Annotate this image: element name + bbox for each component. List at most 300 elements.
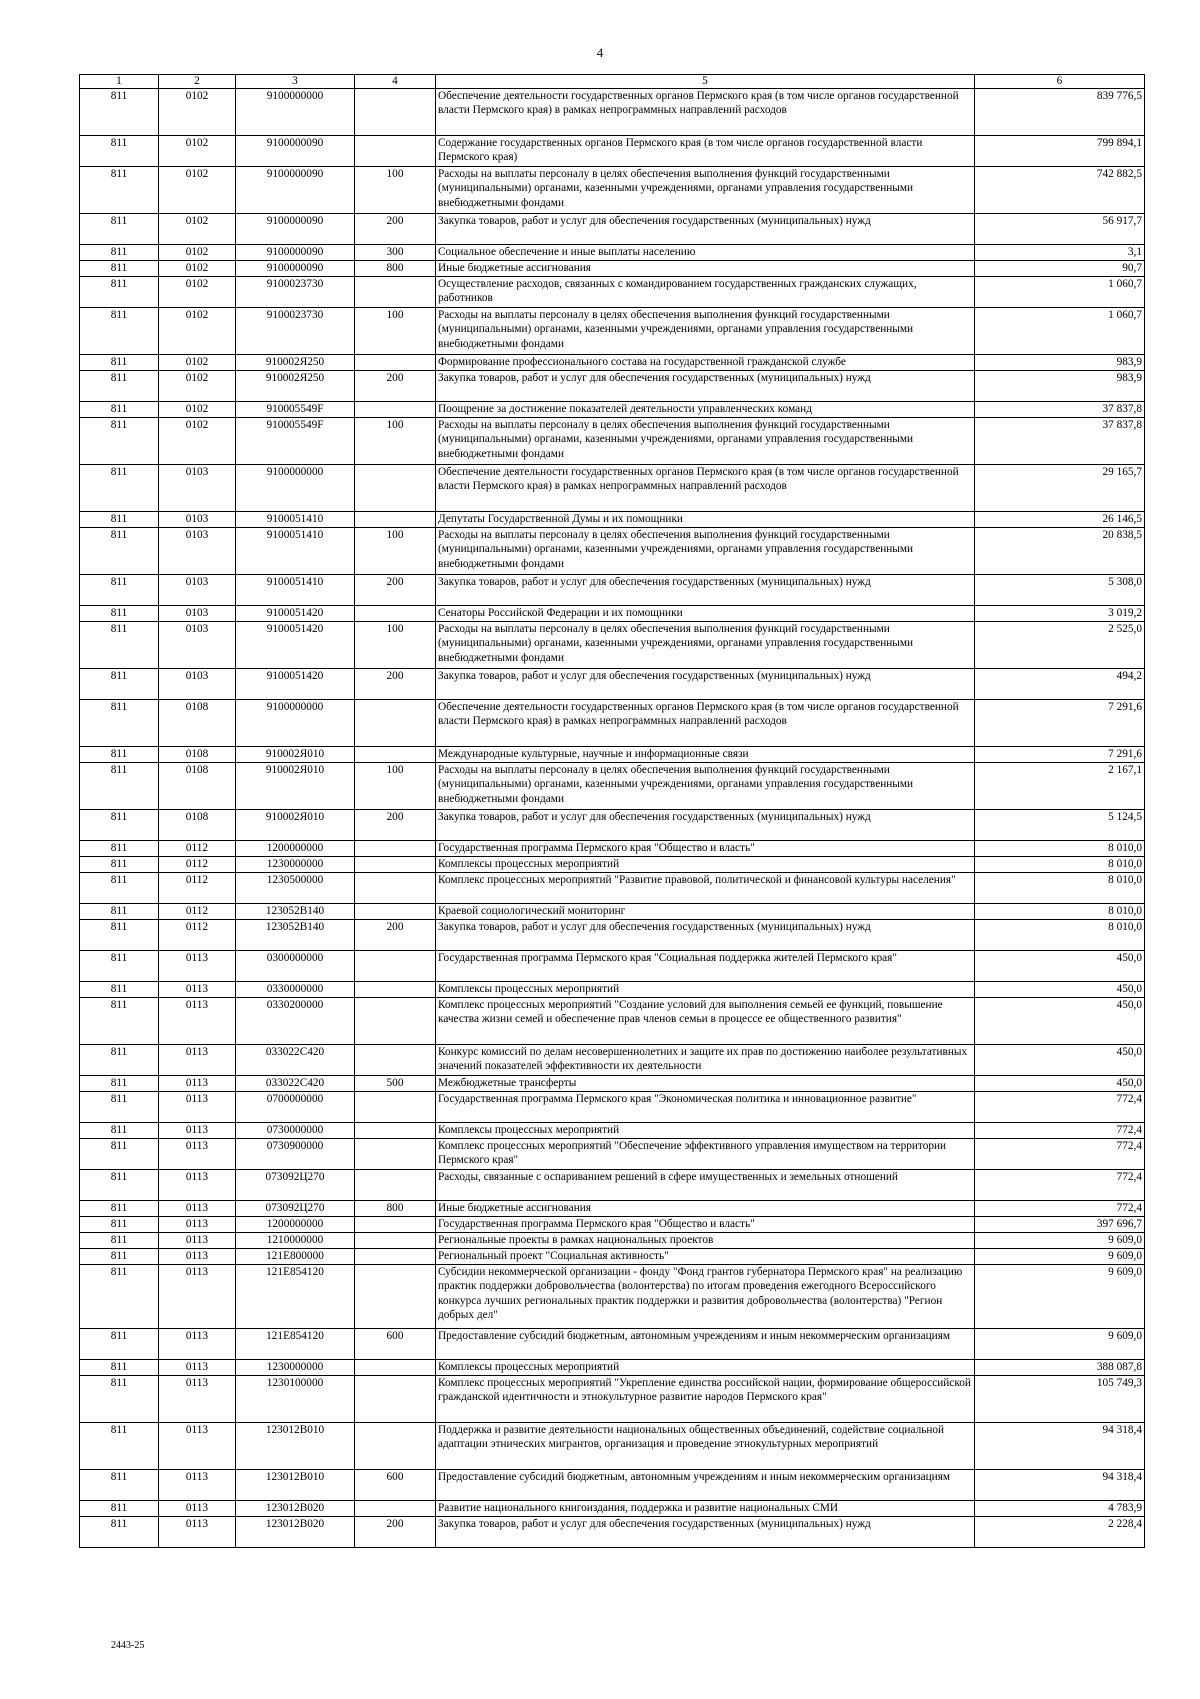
cell-section-code: 0113 (159, 1233, 236, 1249)
cell-admin-code: 811 (80, 1123, 159, 1139)
cell-admin-code: 811 (80, 1092, 159, 1123)
cell-section-code: 0113 (159, 1501, 236, 1517)
cell-target-code: 033022С420 (236, 1076, 355, 1092)
cell-section-code: 0113 (159, 1170, 236, 1201)
cell-section-code: 0113 (159, 1217, 236, 1233)
budget-table (79, 74, 1145, 1548)
cell-target-code: 073092Ц270 (236, 1201, 355, 1217)
table-row (80, 1201, 1145, 1217)
cell-section-code: 0113 (159, 1139, 236, 1170)
cell-admin-code: 811 (80, 606, 159, 622)
table-row (80, 1360, 1145, 1376)
cell-expense-type: 200 (355, 1517, 436, 1548)
cell-amount: 2 525,0 (975, 622, 1145, 669)
cell-expense-type (355, 1501, 436, 1517)
table-row (80, 402, 1145, 418)
cell-target-code: 910002Я250 (236, 355, 355, 371)
cell-admin-code: 811 (80, 873, 159, 904)
cell-section-code: 0103 (159, 669, 236, 700)
cell-amount: 37 837,8 (975, 402, 1145, 418)
table-row (80, 763, 1145, 810)
cell-description: Расходы на выплаты персоналу в целях обеспечения выполнения функций государственными (муниципальными) органами, казенными учреждениями, органами управления государственными внебюджетными фондами (436, 622, 975, 669)
cell-expense-type: 800 (355, 1201, 436, 1217)
cell-description: Закупка товаров, работ и услуг для обеспечения государственных (муниципальных) нужд (436, 669, 975, 700)
table-row (80, 873, 1145, 904)
cell-section-code: 0113 (159, 1265, 236, 1329)
cell-expense-type (355, 1249, 436, 1265)
cell-target-code: 9100000000 (236, 465, 355, 512)
cell-target-code: 0330200000 (236, 998, 355, 1045)
cell-admin-code: 811 (80, 841, 159, 857)
cell-amount: 37 837,8 (975, 418, 1145, 465)
cell-amount: 94 318,4 (975, 1470, 1145, 1501)
column-header: 2 (159, 75, 236, 89)
cell-expense-type (355, 136, 436, 167)
cell-description: Комплексы процессных мероприятий (436, 982, 975, 998)
table-row (80, 1092, 1145, 1123)
cell-section-code: 0113 (159, 1360, 236, 1376)
column-header: 3 (236, 75, 355, 89)
cell-amount: 3,1 (975, 245, 1145, 261)
cell-description: Обеспечение деятельности государственных органов Пермского края (в том числе органов государственной власти Пермского края) в рамках непрограммных направлений расходов (436, 465, 975, 512)
cell-amount: 450,0 (975, 998, 1145, 1045)
cell-description: Комплексы процессных мероприятий (436, 1123, 975, 1139)
cell-amount: 742 882,5 (975, 167, 1145, 214)
cell-description: Комплекс процессных мероприятий "Укрепление единства российской нации, формирование общероссийской гражданской идентичности и этнокультурное развитие народов Пермского края" (436, 1376, 975, 1423)
cell-admin-code: 811 (80, 1170, 159, 1201)
cell-expense-type (355, 277, 436, 308)
cell-expense-type: 100 (355, 308, 436, 355)
cell-description: Региональные проекты в рамках национальных проектов (436, 1233, 975, 1249)
cell-amount: 983,9 (975, 355, 1145, 371)
cell-admin-code: 811 (80, 1329, 159, 1360)
table-header (80, 75, 1145, 89)
cell-section-code: 0102 (159, 418, 236, 465)
cell-target-code: 9100051410 (236, 528, 355, 575)
table-row (80, 1423, 1145, 1470)
cell-admin-code: 811 (80, 465, 159, 512)
table-row (80, 355, 1145, 371)
cell-section-code: 0112 (159, 841, 236, 857)
cell-description: Обеспечение деятельности государственных органов Пермского края (в том числе органов государственной власти Пермского края) в рамках непрограммных направлений расходов (436, 700, 975, 747)
cell-description: Государственная программа Пермского края "Социальная поддержка жителей Пермского края" (436, 951, 975, 982)
cell-amount: 7 291,6 (975, 700, 1145, 747)
header-row (80, 75, 1145, 89)
cell-description: Закупка товаров, работ и услуг для обеспечения государственных (муниципальных) нужд (436, 371, 975, 402)
cell-description: Закупка товаров, работ и услуг для обеспечения государственных (муниципальных) нужд (436, 810, 975, 841)
cell-expense-type: 200 (355, 214, 436, 245)
cell-section-code: 0103 (159, 606, 236, 622)
table-row (80, 904, 1145, 920)
table-row (80, 920, 1145, 951)
table-row (80, 371, 1145, 402)
cell-section-code: 0102 (159, 355, 236, 371)
cell-admin-code: 811 (80, 951, 159, 982)
cell-amount: 397 696,7 (975, 1217, 1145, 1233)
cell-amount: 2 167,1 (975, 763, 1145, 810)
cell-amount: 1 060,7 (975, 308, 1145, 355)
cell-expense-type (355, 1170, 436, 1201)
cell-section-code: 0113 (159, 1376, 236, 1423)
cell-section-code: 0113 (159, 998, 236, 1045)
cell-section-code: 0112 (159, 873, 236, 904)
table-row (80, 1217, 1145, 1233)
cell-admin-code: 811 (80, 1501, 159, 1517)
cell-description: Комплексы процессных мероприятий (436, 1360, 975, 1376)
cell-admin-code: 811 (80, 920, 159, 951)
cell-expense-type (355, 873, 436, 904)
cell-amount: 450,0 (975, 951, 1145, 982)
table-row (80, 167, 1145, 214)
cell-target-code: 9100023730 (236, 308, 355, 355)
table-row (80, 998, 1145, 1045)
cell-description: Содержание государственных органов Пермского края (в том числе органов государственной власти Пермского края) (436, 136, 975, 167)
cell-section-code: 0102 (159, 277, 236, 308)
column-header: 1 (80, 75, 159, 89)
cell-target-code: 9100000090 (236, 167, 355, 214)
cell-target-code: 1210000000 (236, 1233, 355, 1249)
cell-description: Государственная программа Пермского края "Общество и власть" (436, 841, 975, 857)
table-row (80, 1139, 1145, 1170)
cell-section-code: 0113 (159, 1329, 236, 1360)
table-row (80, 1501, 1145, 1517)
cell-admin-code: 811 (80, 1233, 159, 1249)
cell-description: Иные бюджетные ассигнования (436, 1201, 975, 1217)
cell-admin-code: 811 (80, 810, 159, 841)
table-row (80, 575, 1145, 606)
cell-expense-type (355, 700, 436, 747)
cell-description: Региональный проект "Социальная активность" (436, 1249, 975, 1265)
cell-description: Краевой социологический мониторинг (436, 904, 975, 920)
cell-description: Предоставление субсидий бюджетным, автономным учреждениям и иным некоммерческим организациям (436, 1329, 975, 1360)
table-row (80, 747, 1145, 763)
cell-admin-code: 811 (80, 1470, 159, 1501)
cell-expense-type (355, 857, 436, 873)
cell-description: Развитие национального книгоиздания, поддержка и развитие национальных СМИ (436, 1501, 975, 1517)
table-row (80, 841, 1145, 857)
cell-expense-type (355, 1360, 436, 1376)
cell-target-code: 910002Я010 (236, 763, 355, 810)
cell-section-code: 0113 (159, 982, 236, 998)
cell-target-code: 0700000000 (236, 1092, 355, 1123)
table-row (80, 1249, 1145, 1265)
cell-admin-code: 811 (80, 136, 159, 167)
cell-expense-type (355, 606, 436, 622)
cell-description: Обеспечение деятельности государственных органов Пермского края (в том числе органов государственной власти Пермского края) в рамках непрограммных направлений расходов (436, 89, 975, 136)
cell-admin-code: 811 (80, 308, 159, 355)
cell-description: Межбюджетные трансферты (436, 1076, 975, 1092)
cell-amount: 7 291,6 (975, 747, 1145, 763)
cell-section-code: 0102 (159, 89, 236, 136)
table-row (80, 465, 1145, 512)
cell-amount: 494,2 (975, 669, 1145, 700)
table-row (80, 622, 1145, 669)
cell-target-code: 9100000000 (236, 700, 355, 747)
cell-section-code: 0103 (159, 575, 236, 606)
cell-amount: 94 318,4 (975, 1423, 1145, 1470)
cell-target-code: 033022С420 (236, 1045, 355, 1076)
cell-section-code: 0102 (159, 402, 236, 418)
cell-amount: 1 060,7 (975, 277, 1145, 308)
table-row (80, 1233, 1145, 1249)
cell-admin-code: 811 (80, 1045, 159, 1076)
cell-target-code: 9100000090 (236, 261, 355, 277)
cell-target-code: 910005549F (236, 402, 355, 418)
cell-expense-type (355, 982, 436, 998)
cell-amount: 983,9 (975, 371, 1145, 402)
cell-amount: 26 146,5 (975, 512, 1145, 528)
table-row (80, 1170, 1145, 1201)
cell-target-code: 123052В140 (236, 920, 355, 951)
cell-expense-type (355, 1376, 436, 1423)
cell-expense-type: 100 (355, 622, 436, 669)
cell-amount: 8 010,0 (975, 920, 1145, 951)
cell-description: Расходы на выплаты персоналу в целях обеспечения выполнения функций государственными (муниципальными) органами, казенными учреждениями, органами управления государственными внебюджетными фондами (436, 308, 975, 355)
cell-description: Поощрение за достижение показателей деятельности управленческих команд (436, 402, 975, 418)
cell-expense-type: 200 (355, 669, 436, 700)
cell-admin-code: 811 (80, 402, 159, 418)
cell-target-code: 0730000000 (236, 1123, 355, 1139)
cell-target-code: 9100051410 (236, 575, 355, 606)
cell-section-code: 0113 (159, 1423, 236, 1470)
cell-expense-type: 100 (355, 418, 436, 465)
cell-amount: 8 010,0 (975, 904, 1145, 920)
cell-section-code: 0103 (159, 465, 236, 512)
cell-amount: 8 010,0 (975, 841, 1145, 857)
column-header: 6 (975, 75, 1145, 89)
cell-amount: 772,4 (975, 1201, 1145, 1217)
cell-amount: 839 776,5 (975, 89, 1145, 136)
cell-section-code: 0112 (159, 857, 236, 873)
cell-amount: 450,0 (975, 1076, 1145, 1092)
cell-target-code: 9100000000 (236, 89, 355, 136)
cell-expense-type (355, 355, 436, 371)
cell-section-code: 0113 (159, 1201, 236, 1217)
document-code: 2443-25 (111, 1640, 145, 1651)
cell-description: Комплекс процессных мероприятий "Развитие правовой, политической и финансовой культуры населения" (436, 873, 975, 904)
cell-description: Комплекс процессных мероприятий "Обеспечение эффективного управления имуществом на территории Пермского края" (436, 1139, 975, 1170)
cell-target-code: 9100051420 (236, 622, 355, 669)
table-row (80, 1123, 1145, 1139)
cell-target-code: 123052В140 (236, 904, 355, 920)
cell-target-code: 121E854120 (236, 1329, 355, 1360)
cell-expense-type: 600 (355, 1329, 436, 1360)
cell-target-code: 0330000000 (236, 982, 355, 998)
cell-expense-type (355, 402, 436, 418)
cell-amount: 2 228,4 (975, 1517, 1145, 1548)
cell-expense-type (355, 1139, 436, 1170)
cell-description: Расходы на выплаты персоналу в целях обеспечения выполнения функций государственными (муниципальными) органами, казенными учреждениями, органами управления государственными внебюджетными фондами (436, 528, 975, 575)
cell-expense-type (355, 1123, 436, 1139)
table-row (80, 857, 1145, 873)
cell-expense-type (355, 512, 436, 528)
cell-target-code: 9100000090 (236, 245, 355, 261)
cell-description: Иные бюджетные ассигнования (436, 261, 975, 277)
cell-target-code: 910005549F (236, 418, 355, 465)
cell-description: Сенаторы Российской Федерации и их помощники (436, 606, 975, 622)
table-row (80, 214, 1145, 245)
cell-expense-type (355, 1092, 436, 1123)
cell-admin-code: 811 (80, 245, 159, 261)
cell-description: Закупка товаров, работ и услуг для обеспечения государственных (муниципальных) нужд (436, 920, 975, 951)
cell-description: Социальное обеспечение и иные выплаты населению (436, 245, 975, 261)
table-row (80, 136, 1145, 167)
table-row (80, 982, 1145, 998)
cell-description: Расходы на выплаты персоналу в целях обеспечения выполнения функций государственными (муниципальными) органами, казенными учреждениями, органами управления государственными внебюджетными фондами (436, 167, 975, 214)
cell-expense-type (355, 998, 436, 1045)
cell-section-code: 0102 (159, 245, 236, 261)
cell-target-code: 0300000000 (236, 951, 355, 982)
cell-target-code: 0730900000 (236, 1139, 355, 1170)
cell-expense-type: 200 (355, 575, 436, 606)
cell-section-code: 0103 (159, 528, 236, 575)
cell-target-code: 9100051410 (236, 512, 355, 528)
cell-amount: 772,4 (975, 1092, 1145, 1123)
cell-expense-type (355, 465, 436, 512)
cell-description: Государственная программа Пермского края "Экономическая политика и инновационное развитие" (436, 1092, 975, 1123)
page-number: 4 (596, 45, 604, 60)
cell-amount: 4 783,9 (975, 1501, 1145, 1517)
cell-description: Расходы на выплаты персоналу в целях обеспечения выполнения функций государственными (муниципальными) органами, казенными учреждениями, органами управления государственными внебюджетными фондами (436, 763, 975, 810)
cell-admin-code: 811 (80, 982, 159, 998)
table-row (80, 245, 1145, 261)
cell-expense-type: 100 (355, 167, 436, 214)
cell-description: Закупка товаров, работ и услуг для обеспечения государственных (муниципальных) нужд (436, 575, 975, 606)
cell-admin-code: 811 (80, 1265, 159, 1329)
cell-target-code: 1200000000 (236, 841, 355, 857)
table-row (80, 418, 1145, 465)
cell-admin-code: 811 (80, 512, 159, 528)
cell-description: Поддержка и развитие деятельности национальных общественных объединений, содействие социальной адаптации этнических мигрантов, организация и проведение этнокультурных мероприятий (436, 1423, 975, 1470)
cell-section-code: 0103 (159, 512, 236, 528)
cell-description: Предоставление субсидий бюджетным, автономным учреждениям и иным некоммерческим организациям (436, 1470, 975, 1501)
cell-section-code: 0102 (159, 214, 236, 245)
cell-section-code: 0102 (159, 136, 236, 167)
cell-admin-code: 811 (80, 1360, 159, 1376)
cell-admin-code: 811 (80, 1423, 159, 1470)
cell-target-code: 9100000090 (236, 136, 355, 167)
table-row (80, 1265, 1145, 1329)
cell-section-code: 0102 (159, 167, 236, 214)
table-body (80, 89, 1145, 1548)
cell-amount: 9 609,0 (975, 1233, 1145, 1249)
cell-target-code: 9100051420 (236, 669, 355, 700)
cell-amount: 56 917,7 (975, 214, 1145, 245)
cell-amount: 20 838,5 (975, 528, 1145, 575)
cell-section-code: 0112 (159, 904, 236, 920)
cell-description: Осуществление расходов, связанных с командированием государственных гражданских служащих, работников (436, 277, 975, 308)
cell-amount: 90,7 (975, 261, 1145, 277)
cell-section-code: 0103 (159, 622, 236, 669)
cell-amount: 9 609,0 (975, 1249, 1145, 1265)
cell-section-code: 0108 (159, 747, 236, 763)
table-row (80, 1470, 1145, 1501)
cell-description: Конкурс комиссий по делам несовершеннолетних и защите их прав по достижению наиболее результативных значений показателей эффективности их деятельности (436, 1045, 975, 1076)
cell-target-code: 1230500000 (236, 873, 355, 904)
table-row (80, 1376, 1145, 1423)
cell-target-code: 123012В010 (236, 1470, 355, 1501)
cell-expense-type (355, 904, 436, 920)
cell-section-code: 0113 (159, 1045, 236, 1076)
cell-admin-code: 811 (80, 277, 159, 308)
cell-expense-type (355, 1045, 436, 1076)
cell-expense-type: 600 (355, 1470, 436, 1501)
column-header: 4 (355, 75, 436, 89)
cell-admin-code: 811 (80, 418, 159, 465)
cell-section-code: 0113 (159, 1092, 236, 1123)
cell-target-code: 123012В020 (236, 1517, 355, 1548)
cell-section-code: 0108 (159, 700, 236, 747)
cell-description: Формирование профессионального состава на государственной гражданской службе (436, 355, 975, 371)
cell-description: Комплекс процессных мероприятий "Создание условий для выполнения семьей ее функций, повышение качества жизни семей и обеспечение прав членов семьи в процессе ее общественного развития" (436, 998, 975, 1045)
table-row (80, 810, 1145, 841)
table-row (80, 261, 1145, 277)
cell-section-code: 0113 (159, 1517, 236, 1548)
cell-expense-type (355, 1217, 436, 1233)
table-row (80, 308, 1145, 355)
cell-target-code: 9100000090 (236, 214, 355, 245)
cell-description: Депутаты Государственной Думы и их помощники (436, 512, 975, 528)
cell-description: Субсидии некоммерческой организации - фонду "Фонд грантов губернатора Пермского края" на реализацию практик поддержки добровольчества (волонтерства) по итогам проведения ежегодного Всероссийского конкурса лучших региональных практик поддержки и развития добровольчества (волонтерства) "Регион добрых дел" (436, 1265, 975, 1329)
cell-amount: 105 749,3 (975, 1376, 1145, 1423)
cell-admin-code: 811 (80, 528, 159, 575)
cell-amount: 450,0 (975, 1045, 1145, 1076)
cell-section-code: 0113 (159, 1076, 236, 1092)
cell-section-code: 0113 (159, 1123, 236, 1139)
cell-section-code: 0113 (159, 951, 236, 982)
cell-section-code: 0113 (159, 1249, 236, 1265)
cell-expense-type (355, 1233, 436, 1249)
cell-section-code: 0102 (159, 371, 236, 402)
cell-admin-code: 811 (80, 700, 159, 747)
cell-expense-type (355, 951, 436, 982)
cell-admin-code: 811 (80, 355, 159, 371)
cell-target-code: 121E854120 (236, 1265, 355, 1329)
cell-amount: 772,4 (975, 1170, 1145, 1201)
cell-admin-code: 811 (80, 747, 159, 763)
cell-expense-type (355, 89, 436, 136)
cell-amount: 5 124,5 (975, 810, 1145, 841)
cell-amount: 9 609,0 (975, 1265, 1145, 1329)
cell-target-code: 1230000000 (236, 857, 355, 873)
cell-admin-code: 811 (80, 1376, 159, 1423)
table-row (80, 669, 1145, 700)
column-header: 5 (436, 75, 975, 89)
cell-admin-code: 811 (80, 1139, 159, 1170)
table-row (80, 1329, 1145, 1360)
table-row (80, 1517, 1145, 1548)
cell-admin-code: 811 (80, 1217, 159, 1233)
cell-expense-type: 300 (355, 245, 436, 261)
cell-expense-type: 500 (355, 1076, 436, 1092)
cell-amount: 3 019,2 (975, 606, 1145, 622)
cell-amount: 450,0 (975, 982, 1145, 998)
cell-admin-code: 811 (80, 1201, 159, 1217)
cell-admin-code: 811 (80, 575, 159, 606)
cell-amount: 9 609,0 (975, 1329, 1145, 1360)
cell-target-code: 073092Ц270 (236, 1170, 355, 1201)
cell-description: Расходы, связанные с оспариванием решений в сфере имущественных и земельных отношений (436, 1170, 975, 1201)
cell-expense-type: 200 (355, 920, 436, 951)
cell-expense-type (355, 1265, 436, 1329)
table-row (80, 1076, 1145, 1092)
table-row (80, 512, 1145, 528)
cell-section-code: 0102 (159, 261, 236, 277)
cell-section-code: 0113 (159, 1470, 236, 1501)
cell-expense-type: 800 (355, 261, 436, 277)
cell-admin-code: 811 (80, 998, 159, 1045)
cell-amount: 772,4 (975, 1139, 1145, 1170)
